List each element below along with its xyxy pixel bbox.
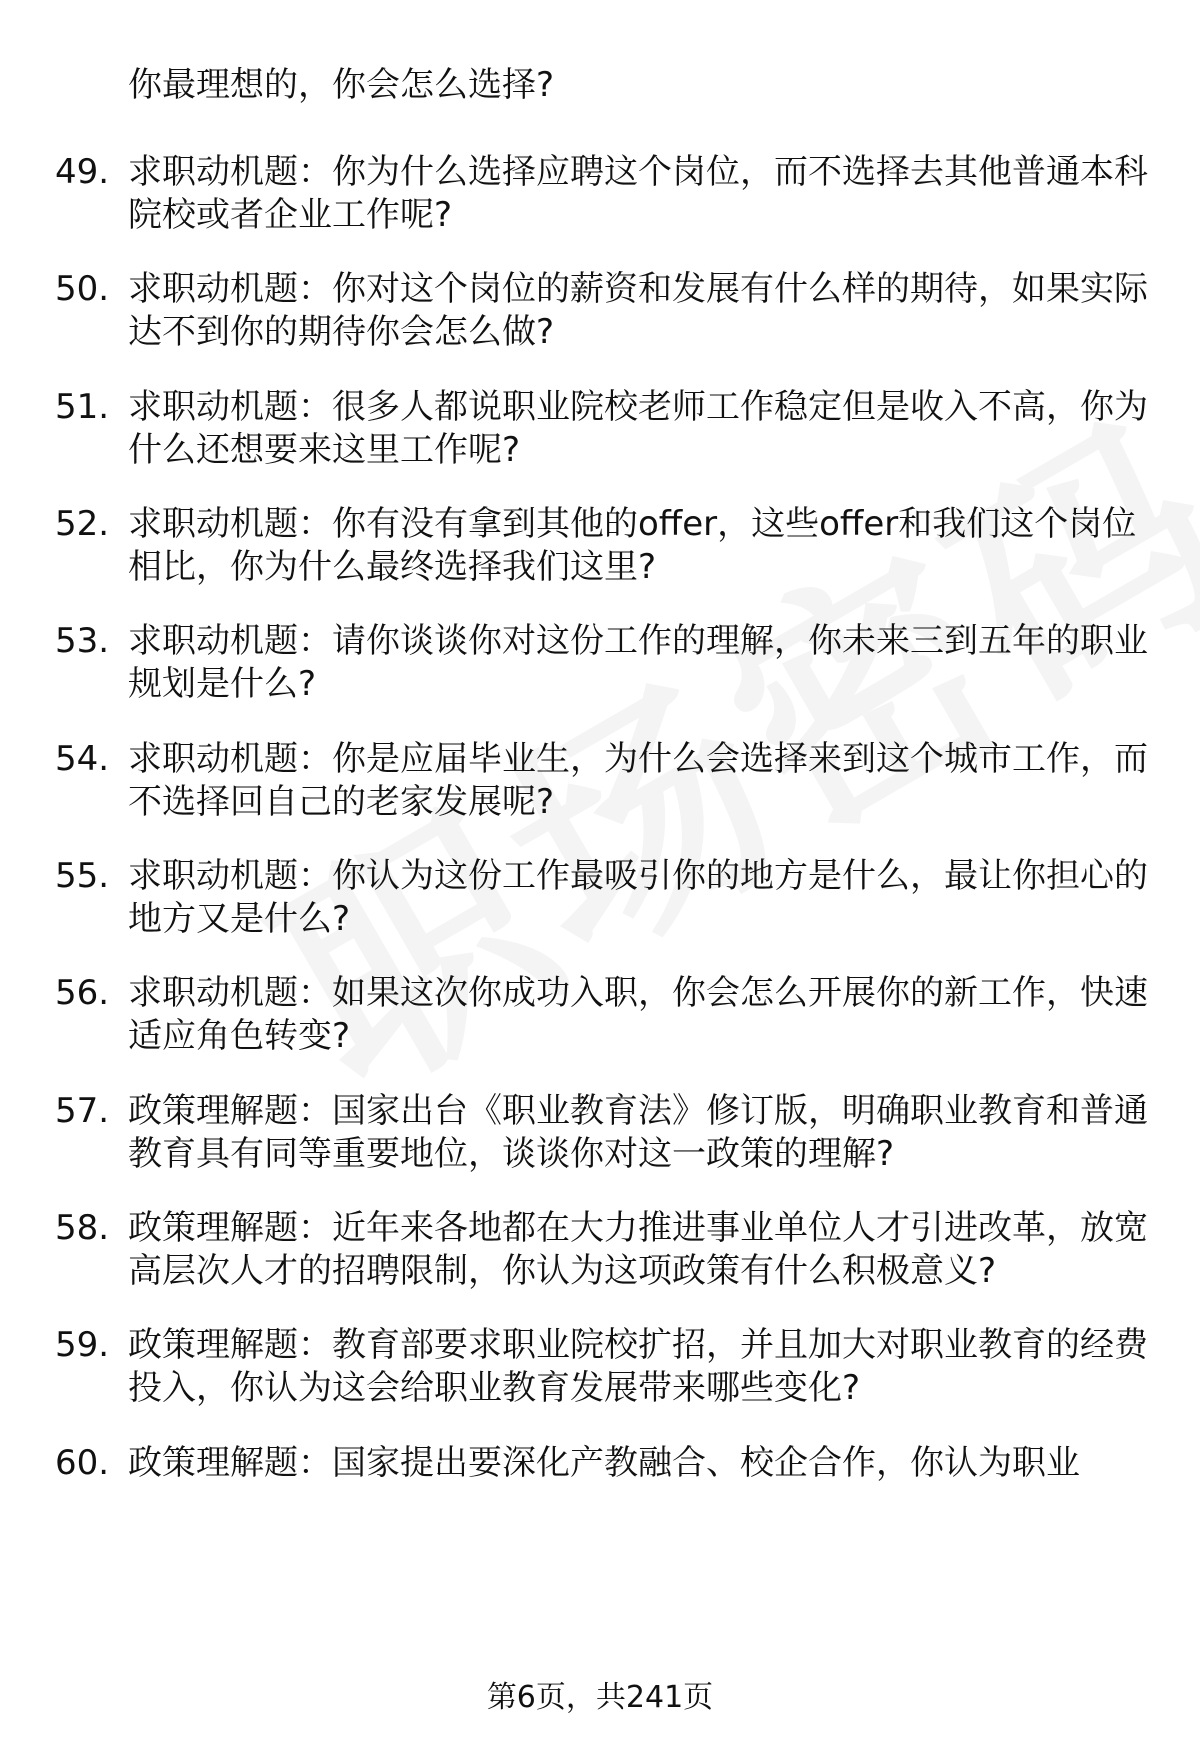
question-text: 求职动机题：你认为这份工作最吸引你的地方是什么，最让你担心的地方又是什么?: [128, 856, 1148, 939]
page-number-footer: 第6页，共241页: [486, 1680, 714, 1715]
question-number: 59.: [55, 1325, 110, 1365]
continuation-line: 你最理想的，你会怎么选择?: [128, 65, 555, 105]
question-text: 求职动机题：你对这个岗位的薪资和发展有什么样的期待，如果实际达不到你的期待你会怎么做?: [128, 269, 1148, 352]
question-item: [55, 386, 1165, 472]
question-item: [55, 1442, 1165, 1485]
question-text: 政策理解题：国家出台《职业教育法》修订版，明确职业教育和普通教育具有同等重要地位，谈谈你对这一政策的理解?: [128, 1091, 1148, 1174]
question-number: 49.: [55, 152, 110, 192]
question-text: 求职动机题：你有没有拿到其他的offer，这些offer和我们这个岗位相比，你为什么最终选择我们这里?: [128, 504, 1137, 587]
question-item: [55, 855, 1165, 941]
question-number: 54.: [55, 739, 110, 779]
question-item: [55, 1207, 1165, 1293]
question-item: [55, 972, 1165, 1058]
question-text: 求职动机题：你为什么选择应聘这个岗位，而不选择去其他普通本科院校或者企业工作呢?: [128, 152, 1148, 235]
question-item: [55, 268, 1165, 354]
question-text: 求职动机题：如果这次你成功入职，你会怎么开展你的新工作，快速适应角色转变?: [128, 973, 1148, 1056]
question-number: 60.: [55, 1443, 110, 1483]
question-item: [55, 1090, 1165, 1176]
question-number: 56.: [55, 973, 110, 1013]
question-text: 政策理解题：国家提出要深化产教融合、校企合作，你认为职业: [128, 1443, 1080, 1483]
question-number: 57.: [55, 1091, 110, 1131]
question-number: 50.: [55, 269, 110, 309]
question-item: [55, 503, 1165, 589]
question-text: 政策理解题：近年来各地都在大力推进事业单位人才引进改革，放宽高层次人才的招聘限制，你认为这项政策有什么积极意义?: [128, 1208, 1148, 1291]
question-text: 政策理解题：教育部要求职业院校扩招，并且加大对职业教育的经费投入，你认为这会给职业教育发展带来哪些变化?: [128, 1325, 1148, 1408]
question-item: [55, 738, 1165, 824]
question-item: [55, 1324, 1165, 1410]
question-item: [55, 151, 1165, 237]
question-number: 55.: [55, 856, 110, 896]
question-text: 求职动机题：你是应届毕业生，为什么会选择来到这个城市工作，而不选择回自己的老家发展呢?: [128, 739, 1148, 822]
question-number: 53.: [55, 621, 110, 661]
question-number: 51.: [55, 387, 110, 427]
question-text: 求职动机题：很多人都说职业院校老师工作稳定但是收入不高，你为什么还想要来这里工作呢?: [128, 387, 1148, 470]
question-item: [55, 620, 1165, 706]
question-number: 58.: [55, 1208, 110, 1248]
question-text: 求职动机题：请你谈谈你对这份工作的理解，你未来三到五年的职业规划是什么?: [128, 621, 1148, 704]
question-number: 52.: [55, 504, 110, 544]
